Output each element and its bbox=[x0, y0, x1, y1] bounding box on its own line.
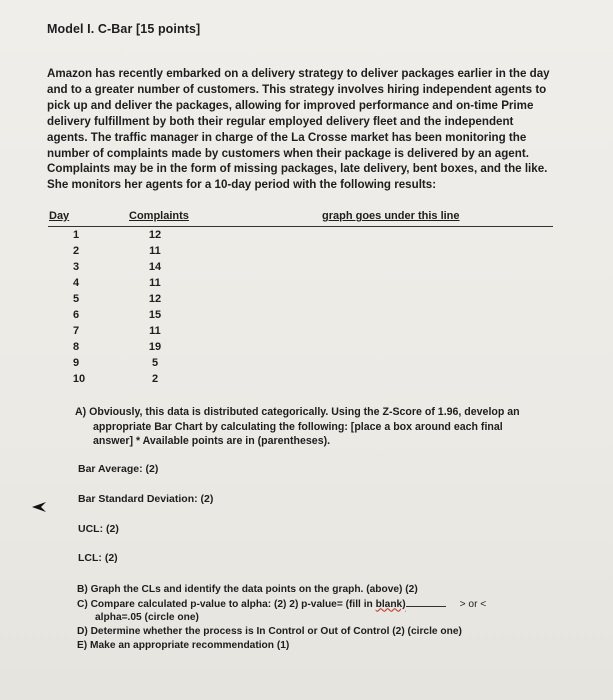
day-column-header: Day bbox=[49, 210, 70, 222]
part-c bbox=[77, 597, 557, 612]
intro-line: delivery fulfillment by both their regular employed delivery fleet and the independent bbox=[47, 114, 514, 128]
parts-list bbox=[77, 583, 557, 653]
day-cell: 6 bbox=[72, 309, 80, 321]
intro-line: Amazon has recently embarked on a delivery strategy to deliver packages earlier in the day bbox=[47, 67, 550, 80]
complaints-cell: 11 bbox=[149, 245, 161, 257]
part-c-prefix: C) Compare calculated p-value to alpha: (2) 2) p-value= (fill in bbox=[77, 598, 376, 610]
bar-average-label: Bar Average: (2) bbox=[78, 463, 159, 475]
part-e: E) Make an appropriate recommendation (1) bbox=[77, 639, 290, 651]
lcl-label: LCL: (2) bbox=[78, 552, 118, 564]
graph-baseline bbox=[48, 226, 553, 227]
complaints-cell: 11 bbox=[149, 277, 161, 289]
part-c-line2: alpha=.05 (circle one) bbox=[95, 612, 199, 624]
part-d: D) Determine whether the process is In Control or Out of Control (2) (circle one) bbox=[77, 626, 462, 638]
ucl-label: UCL: (2) bbox=[78, 523, 119, 535]
part-b: B) Graph the CLs and identify the data points on the graph. (above) (2) bbox=[77, 584, 418, 595]
day-cell: 7 bbox=[72, 325, 80, 337]
p-value-blank[interactable] bbox=[406, 597, 446, 607]
question-a-line: answer] * Available points are in (parentheses). bbox=[93, 435, 331, 447]
complaints-cell: 19 bbox=[148, 341, 162, 353]
complaints-cell: 11 bbox=[149, 325, 161, 337]
day-cell: 10 bbox=[72, 373, 86, 385]
day-cell: 3 bbox=[72, 261, 80, 273]
question-a bbox=[75, 405, 555, 449]
part-c-blank-word: blank) bbox=[375, 598, 406, 610]
day-cell: 2 bbox=[72, 245, 80, 257]
day-cell: 5 bbox=[72, 293, 80, 305]
complaints-column-header: Complaints bbox=[129, 210, 189, 222]
day-cell: 1 bbox=[72, 229, 80, 241]
intro-line: number of complaints made by customers when their package is delivered by an agent. bbox=[47, 146, 529, 160]
day-cell: 4 bbox=[72, 277, 80, 289]
day-cell: 8 bbox=[72, 341, 80, 353]
complaints-cell: 2 bbox=[151, 373, 159, 385]
complaints-cell: 5 bbox=[151, 357, 159, 369]
complaints-cell: 14 bbox=[148, 261, 162, 273]
part-c-comparison: > or < bbox=[459, 598, 487, 610]
question-a-line: appropriate Bar Chart by calculating the following: [place a box around each final bbox=[93, 420, 503, 433]
intro-line: Complaints may be in the form of missing packages, late delivery, bent boxes, and the like. bbox=[47, 162, 548, 176]
intro-line: pick up and deliver the packages, allowing for improved performance and on-time Prime bbox=[47, 98, 534, 112]
cursor-arrow-icon bbox=[31, 501, 47, 513]
question-a-line: A) Obviously, this data is distributed categorically. Using the Z-Score of 1.96, develop an bbox=[75, 406, 520, 418]
intro-paragraph bbox=[47, 66, 567, 193]
complaints-cell: 15 bbox=[148, 309, 162, 321]
intro-line: and to a greater number of customers. This strategy involves hiring independent agents to bbox=[47, 82, 547, 96]
intro-line: agents. The traffic manager in charge of the La Crosse market has been monitoring the bbox=[47, 130, 527, 144]
day-cell: 9 bbox=[72, 357, 80, 369]
intro-line: She monitors her agents for a 10-day period with the following results: bbox=[47, 178, 437, 192]
graph-note: graph goes under this line bbox=[322, 210, 460, 222]
complaints-cell: 12 bbox=[148, 293, 162, 305]
complaints-cell: 12 bbox=[148, 229, 162, 241]
page-title: Model I. C-Bar [15 points] bbox=[47, 22, 201, 36]
bar-std-label: Bar Standard Deviation: (2) bbox=[78, 493, 214, 505]
